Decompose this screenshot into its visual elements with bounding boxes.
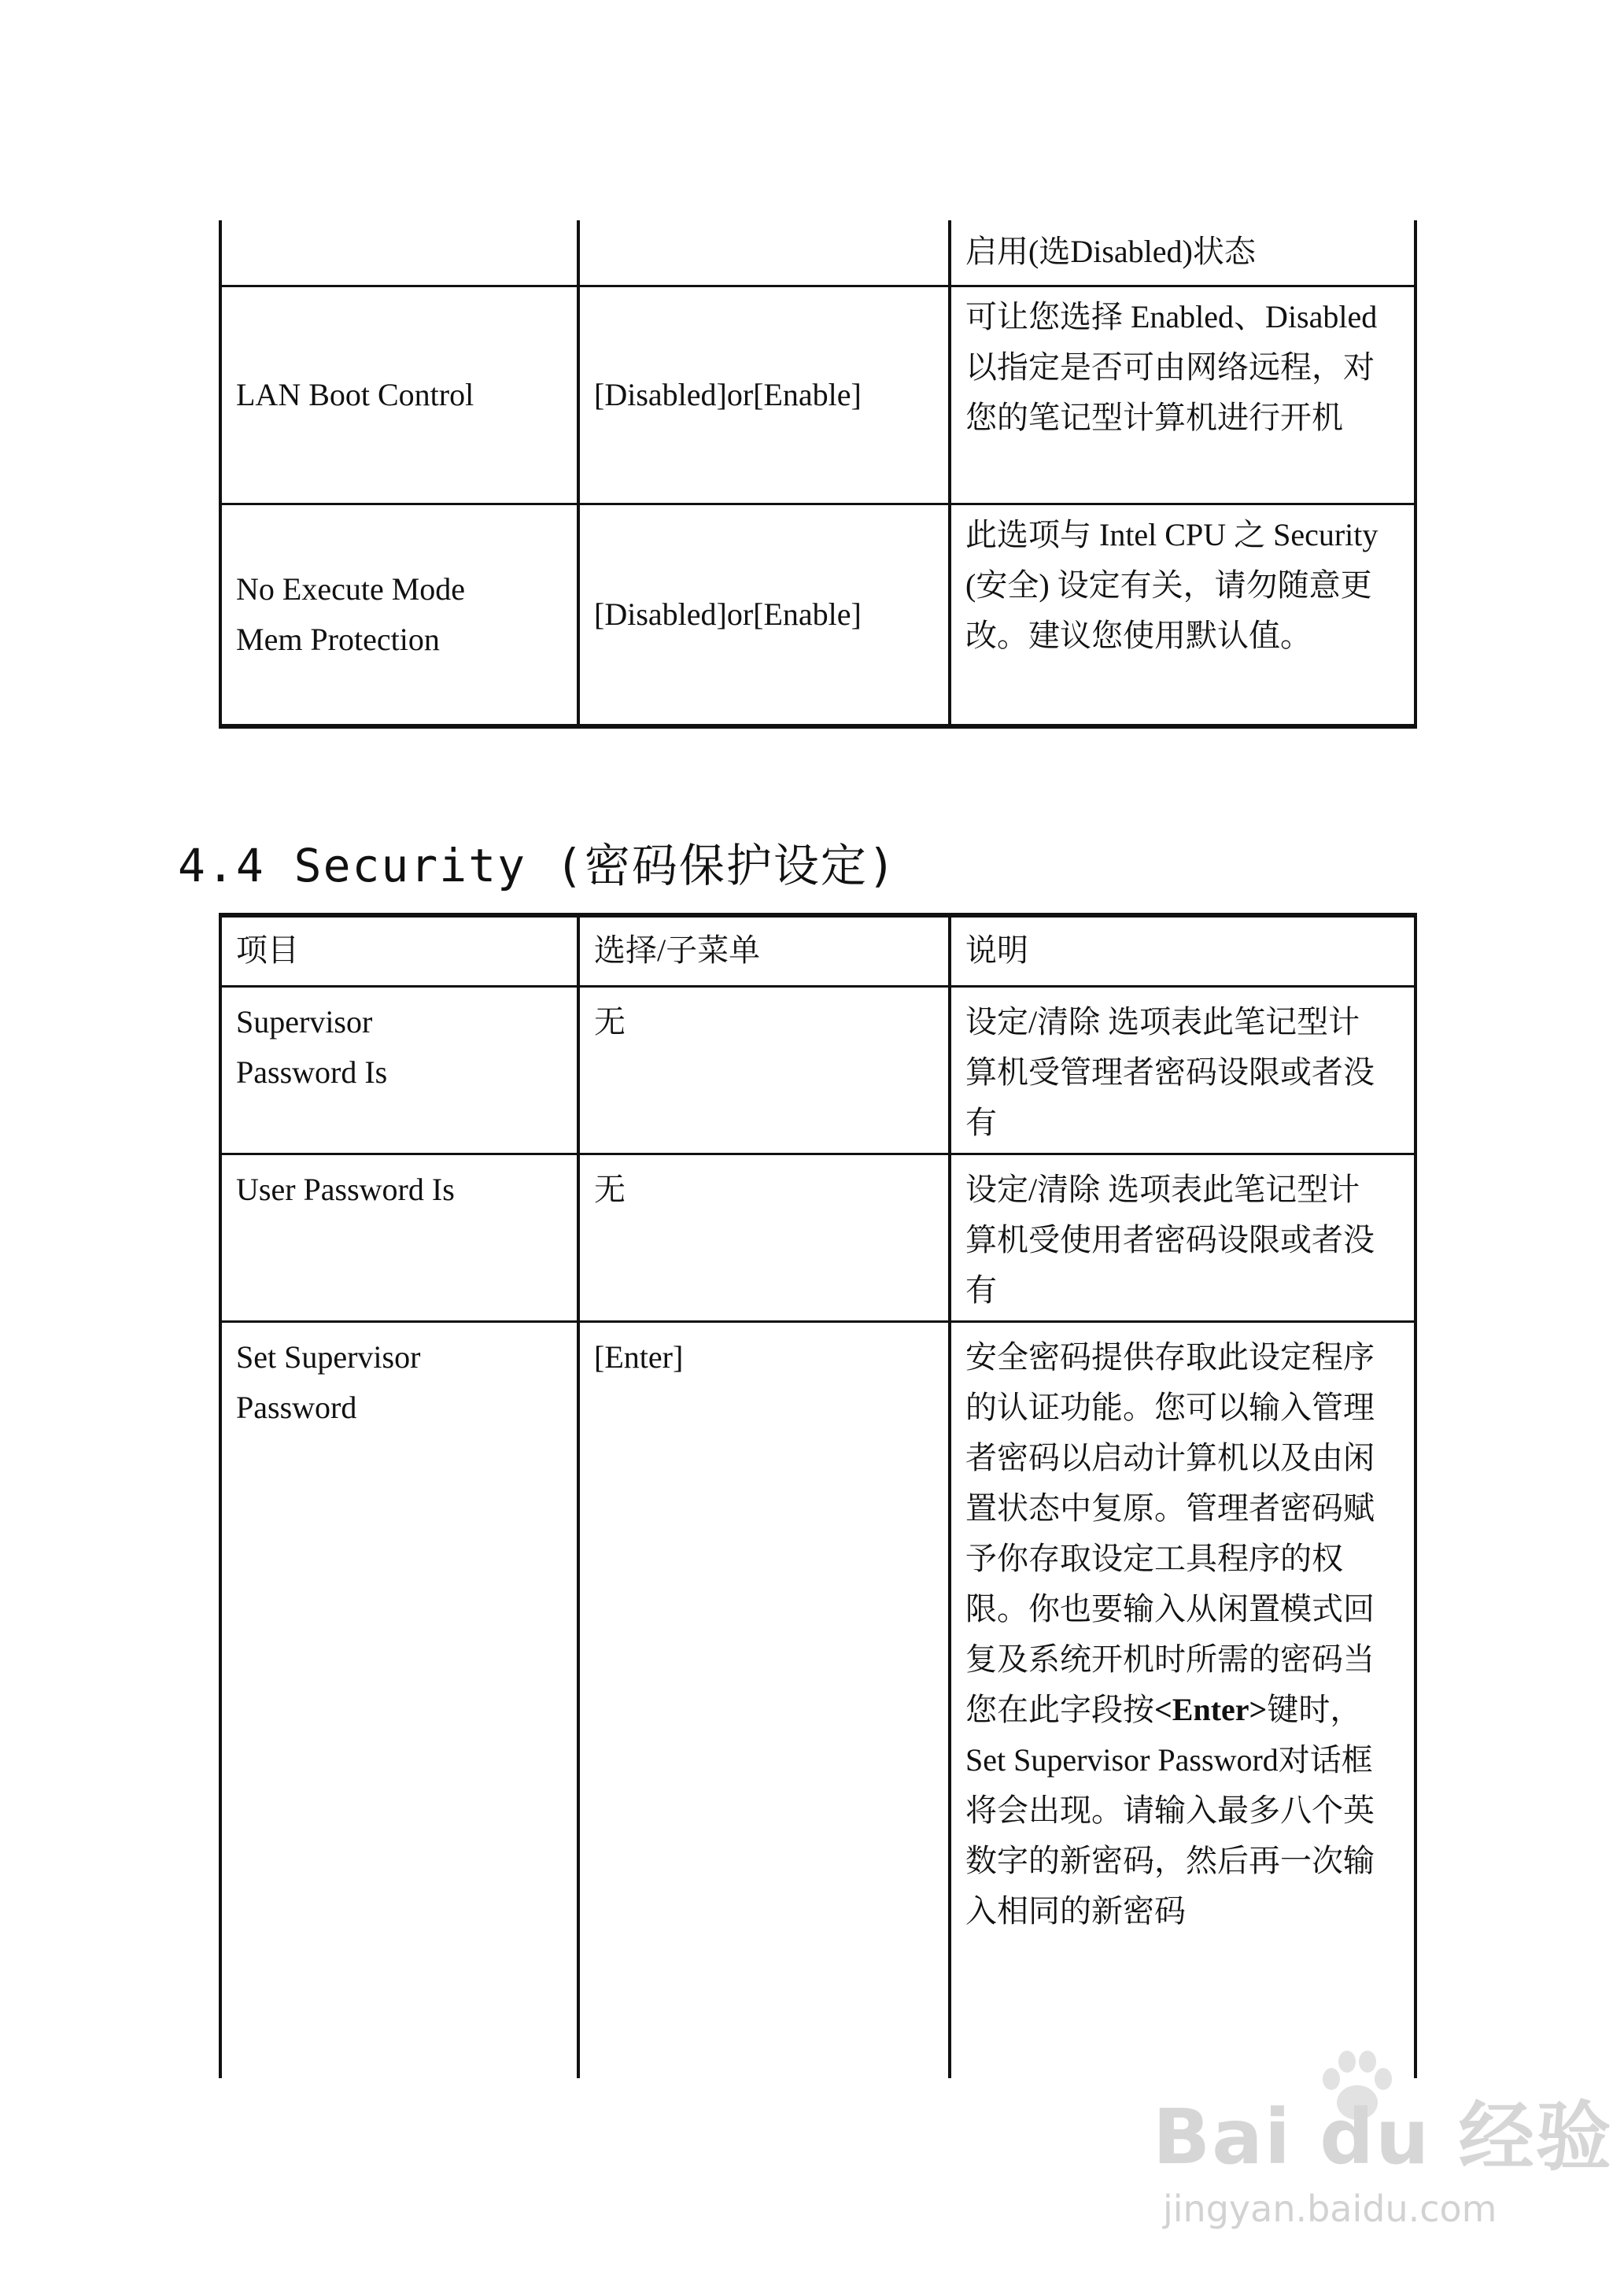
item-cell: LAN Boot Control — [220, 286, 578, 504]
table-row — [220, 987, 1415, 1154]
choice-cell: 无 — [578, 987, 950, 1154]
header-item: 项目 — [220, 915, 578, 987]
description-cell: 设定/清除 选项表此笔记型计算机受管理者密码设限或者没有 — [950, 987, 1415, 1154]
watermark-brand: Bai du 经验 — [1153, 2093, 1613, 2181]
item-cell: Set Supervisor Password — [220, 1322, 578, 2079]
item-cell: No Execute Mode Mem Protection — [220, 504, 578, 727]
choice-cell — [578, 220, 950, 286]
item-cell — [220, 220, 578, 286]
description-cell: 启用(选Disabled)状态 — [950, 220, 1415, 286]
description-cell: 可让您选择 Enabled、Disabled 以指定是否可由网络远程，对您的笔记型计算机进行开机 — [950, 286, 1415, 504]
enter-key-label: <Enter> — [1154, 1692, 1268, 1727]
security-options-table — [219, 913, 1417, 2078]
description-cell: 此选项与 Intel CPU 之 Security (安全) 设定有关，请勿随意更改。建议您使用默认值。 — [950, 504, 1415, 727]
watermark-url: jingyan.baidu.com — [1163, 2188, 1497, 2230]
bios-options-table-continued — [219, 220, 1417, 729]
description-cell — [950, 1322, 1415, 2079]
header-choice: 选择/子菜单 — [578, 915, 950, 987]
table-row — [220, 1322, 1415, 2079]
choice-cell: [Disabled]or[Enable] — [578, 504, 950, 727]
table-row — [220, 504, 1415, 727]
choice-cell: [Disabled]or[Enable] — [578, 286, 950, 504]
table-row — [220, 220, 1415, 286]
header-description: 说明 — [950, 915, 1415, 987]
section-heading: 4.4 Security (密码保护设定) — [178, 839, 897, 892]
description-text: 键时，Set Supervisor Password对话框将会出现。请输入最多八个英数字的新密码，然后再一次输入相同的新密码 — [965, 1692, 1375, 1929]
description-cell: 设定/清除 选项表此笔记型计算机受使用者密码设限或者没有 — [950, 1154, 1415, 1322]
item-cell: User Password Is — [220, 1154, 578, 1322]
description-text: 安全密码提供存取此设定程序的认证功能。您可以输入管理者密码以启动计算机以及由闲置状态中复原。管理者密码赋予你存取设定工具程序的权限。你也要输入从闲置模式回复及系统开机时所需的密码当您在此字段按 — [965, 1339, 1375, 1727]
table-header-row — [220, 915, 1415, 987]
item-cell: Supervisor Password Is — [220, 987, 578, 1154]
table-row — [220, 286, 1415, 504]
table-row — [220, 1154, 1415, 1322]
choice-cell: [Enter] — [578, 1322, 950, 2079]
choice-cell: 无 — [578, 1154, 950, 1322]
